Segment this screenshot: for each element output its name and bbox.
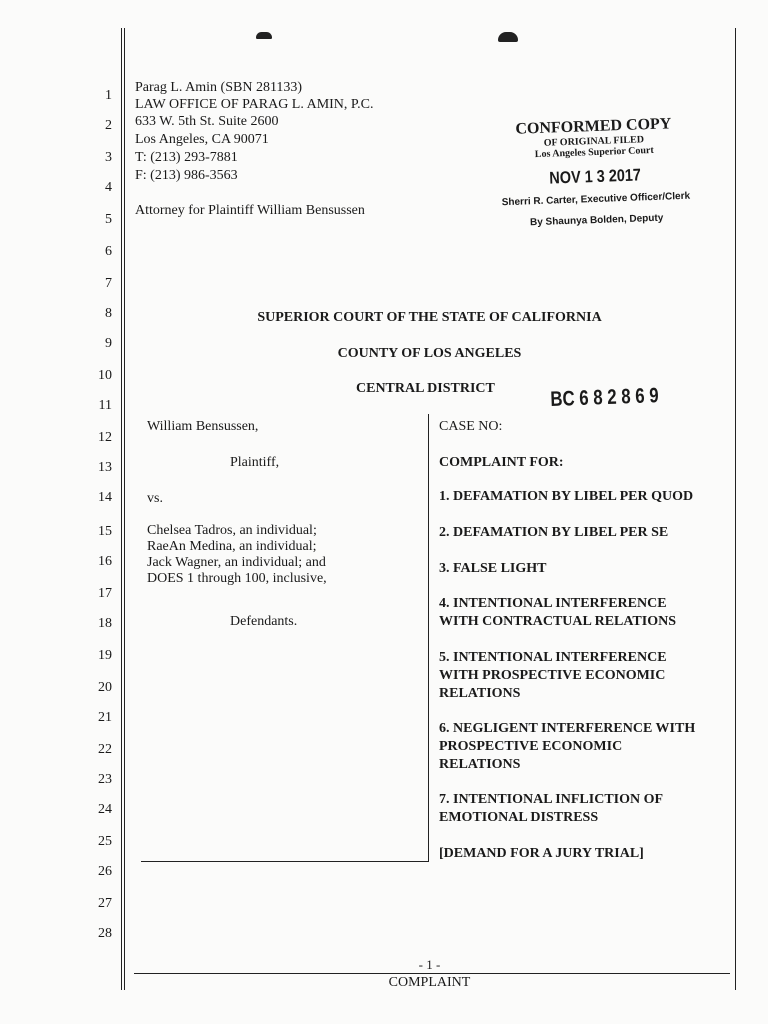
line-number: 23 [98, 772, 112, 787]
line-number: 17 [98, 586, 112, 601]
line-number: 5 [105, 212, 112, 227]
line-number: 18 [98, 616, 112, 631]
address-line-1: 633 W. 5th St. Suite 2600 [135, 114, 279, 129]
left-margin-rule-double [124, 28, 125, 990]
line-number: 8 [105, 306, 112, 321]
defendant-line: Chelsea Tadros, an individual; [147, 523, 317, 538]
cause-of-action-line: 5. INTENTIONAL INTERFERENCE [439, 650, 667, 665]
line-number: 1 [105, 88, 112, 103]
law-firm-name: LAW OFFICE OF PARAG L. AMIN, P.C. [135, 97, 374, 112]
cause-of-action [439, 595, 676, 631]
defendant-line: DOES 1 through 100, inclusive, [147, 571, 327, 586]
cause-of-action-line: PROSPECTIVE ECONOMIC [439, 739, 623, 754]
cause-of-action-line: WITH CONTRACTUAL RELATIONS [439, 614, 677, 629]
versus: vs. [147, 491, 163, 506]
line-number: 7 [105, 276, 112, 291]
left-margin-rule [121, 28, 122, 990]
line-number: 13 [98, 460, 112, 475]
line-number: 16 [98, 554, 112, 569]
defendant-line: Jack Wagner, an individual; and [147, 555, 326, 570]
phone-number: T: (213) 293-7881 [135, 150, 238, 165]
stamp-conformed: CONFORMED COPY [515, 115, 672, 138]
line-number: 21 [98, 710, 112, 725]
line-number: 15 [98, 524, 112, 539]
case-number-stamp: BC 6 8 2 8 6 9 [550, 384, 660, 411]
punch-mark-right [498, 32, 518, 42]
complaint-for: COMPLAINT FOR: [439, 455, 564, 470]
attorney-name: Parag L. Amin (SBN 281133) [135, 80, 303, 95]
line-number: 12 [98, 430, 112, 445]
fax-number: F: (213) 986-3563 [135, 168, 238, 183]
line-number: 4 [105, 180, 112, 195]
stamp-of-original: OF ORIGINAL FILED [543, 134, 645, 149]
cause-of-action-line: RELATIONS [439, 757, 521, 772]
cause-of-action-line: 3. FALSE LIGHT [439, 561, 547, 576]
stamp-date: NOV 1 3 2017 [549, 165, 642, 188]
cause-of-action-line: 1. DEFAMATION BY LIBEL PER QUOD [439, 489, 694, 504]
stamp-deputy: By Shaunya Bolden, Deputy [529, 212, 664, 229]
cause-of-action [439, 560, 547, 578]
line-number: 26 [98, 864, 112, 879]
cause-of-action-line: WITH PROSPECTIVE ECONOMIC [439, 668, 666, 683]
cause-of-action [439, 488, 693, 506]
caption-bottom-rule [141, 861, 429, 862]
caption-divider [428, 414, 429, 862]
line-number: 14 [98, 490, 112, 505]
cause-of-action [439, 649, 667, 703]
cause-of-action-line: 6. NEGLIGENT INTERFERENCE WITH [439, 721, 696, 736]
line-number: 2 [105, 118, 112, 133]
cause-of-action [439, 720, 695, 774]
court-name: SUPERIOR COURT OF THE STATE OF CALIFORNIA [257, 310, 602, 325]
defendant-list [147, 523, 327, 587]
plaintiff-role: Plaintiff, [230, 455, 280, 470]
line-number: 9 [105, 336, 112, 351]
line-number: 19 [98, 648, 112, 663]
footer-title: COMPLAINT [388, 975, 471, 990]
line-number: 20 [98, 680, 112, 695]
plaintiff-name: William Bensussen, [147, 419, 259, 434]
cause-of-action-line: 2. DEFAMATION BY LIBEL PER SE [439, 525, 669, 540]
district-name: CENTRAL DISTRICT [356, 381, 495, 396]
defendant-line: RaeAn Medina, an individual; [147, 539, 317, 554]
case-no-label: CASE NO: [439, 419, 503, 434]
cause-of-action-line: RELATIONS [439, 686, 521, 701]
cause-of-action-line: EMOTIONAL DISTRESS [439, 810, 599, 825]
line-number: 24 [98, 802, 112, 817]
line-number: 3 [105, 150, 112, 165]
punch-mark-left [256, 32, 272, 39]
attorney-for: Attorney for Plaintiff William Bensussen [135, 203, 365, 218]
jury-demand: [DEMAND FOR A JURY TRIAL] [439, 846, 644, 861]
cause-of-action [439, 524, 668, 542]
line-number: 11 [98, 398, 112, 413]
line-number: 25 [98, 834, 112, 849]
address-line-2: Los Angeles, CA 90071 [135, 132, 269, 147]
cause-of-action [439, 791, 663, 827]
defendant-role: Defendants. [230, 614, 298, 629]
right-margin-rule [735, 28, 736, 990]
conformed-copy-stamp [468, 114, 722, 233]
cause-of-action-line: 7. INTENTIONAL INFLICTION OF [439, 792, 664, 807]
cause-of-action-line: 4. INTENTIONAL INTERFERENCE [439, 596, 667, 611]
county-name: COUNTY OF LOS ANGELES [337, 346, 522, 361]
stamp-court: Los Angeles Superior Court [534, 144, 654, 161]
page-number: - 1 - [418, 957, 441, 972]
line-number: 28 [98, 926, 112, 941]
line-number: 27 [98, 896, 112, 911]
line-number: 10 [98, 368, 112, 383]
line-number: 6 [105, 244, 112, 259]
line-number: 22 [98, 742, 112, 757]
stamp-clerk: Sherri R. Carter, Executive Officer/Clerk [501, 190, 691, 209]
